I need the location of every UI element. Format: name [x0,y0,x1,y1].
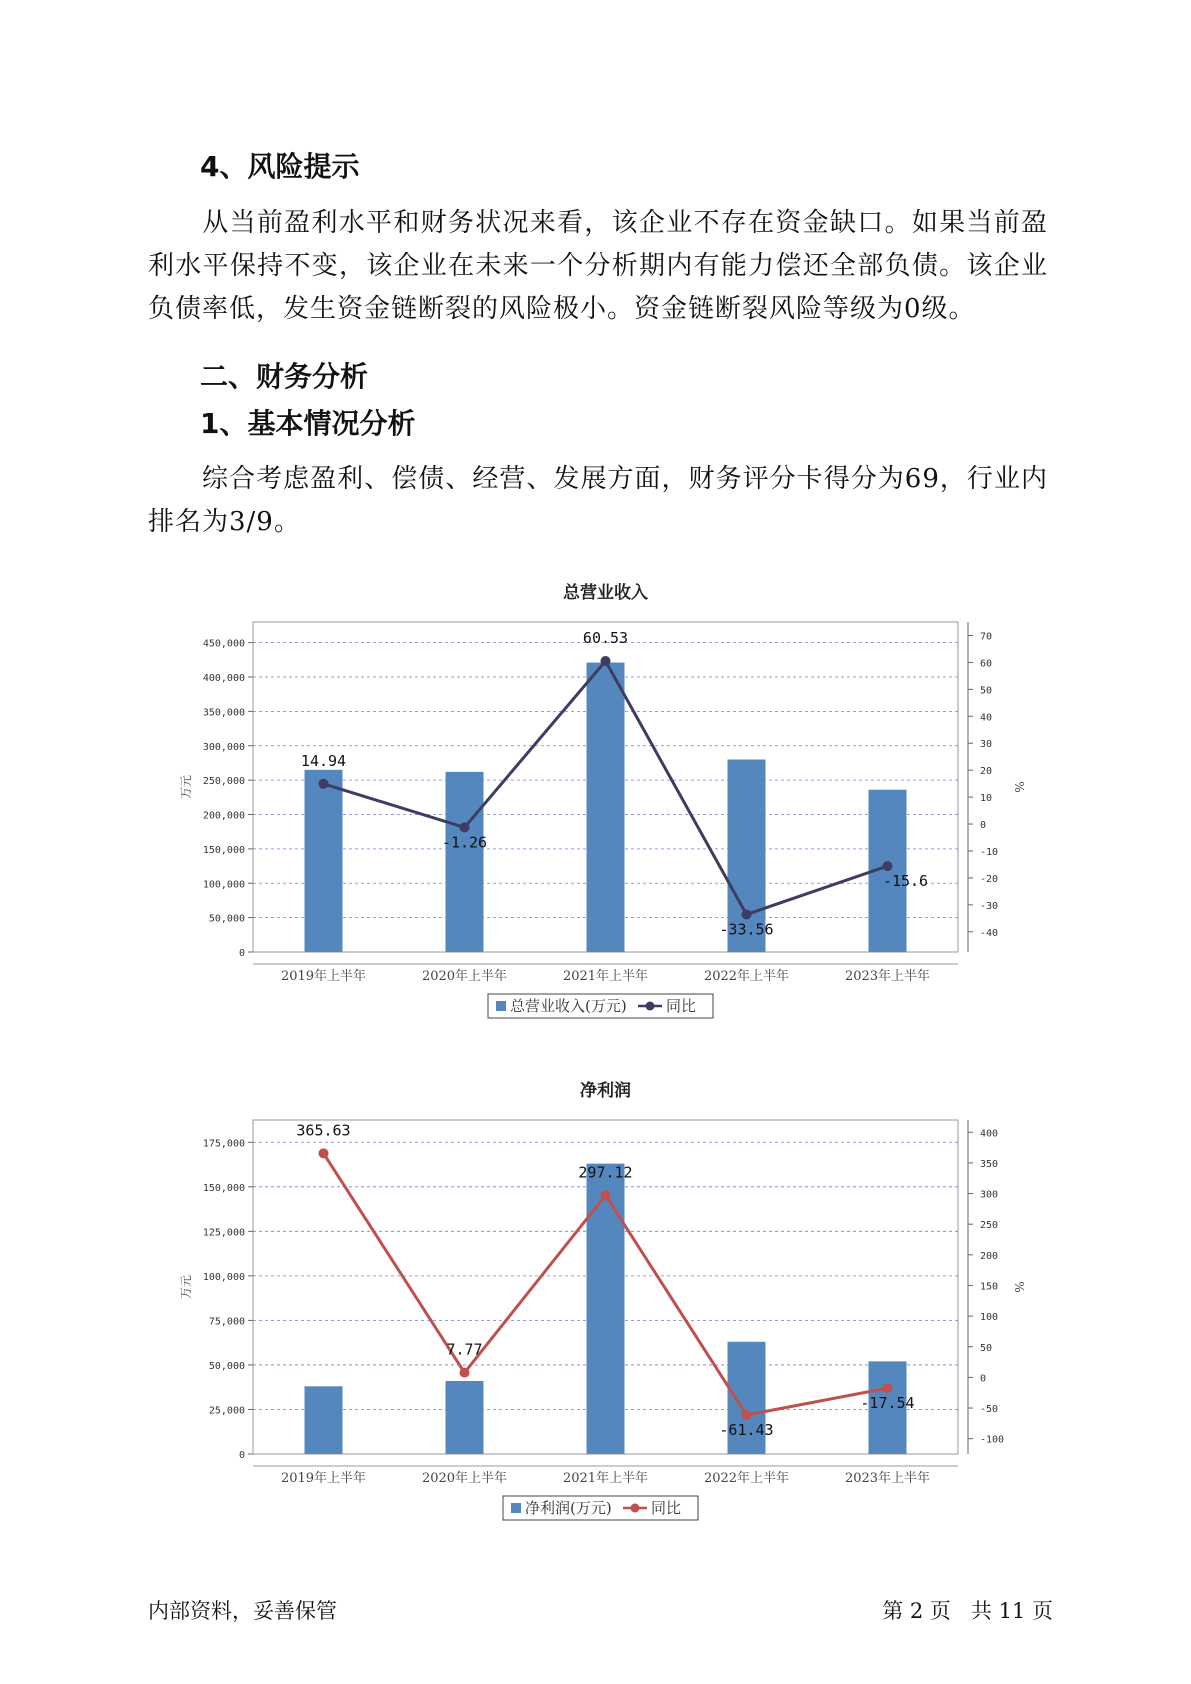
y2-tick-label: -10 [980,846,999,858]
y2-tick-label: -40 [980,927,999,939]
data-label: 297.12 [578,1163,633,1182]
net-profit-chart [0,1068,1191,1528]
y2-tick-label: 40 [980,712,993,724]
x-tick-label: 2021年上半年 [562,1471,649,1486]
basic-text: 综合考虑盈利、偿债、经营、发展方面，财务评分卡得分为69，行业内排名为3/9。 [148,464,1048,537]
footer-page-number: 第 2 页 共 11 页 [882,1599,1053,1623]
y2-tick-label: 250 [980,1220,999,1232]
bar [587,663,625,952]
y2-tick-label: 50 [980,1342,993,1354]
y-axis-label: 万元 [179,1274,193,1300]
x-tick-label: 2019年上半年 [280,969,367,984]
legend-line-label: 同比 [666,997,697,1015]
basic-paragraph [148,458,1048,544]
yoy-point [883,1383,893,1393]
data-label: 60.53 [582,628,629,647]
yoy-point [742,1410,752,1420]
y-tick-label: 75,000 [208,1316,245,1328]
x-tick-label: 2020年上半年 [421,969,508,984]
legend-bar-swatch [511,1503,521,1513]
x-tick-label: 2023年上半年 [844,969,931,984]
y-tick-label: 200,000 [202,810,245,822]
y-tick-label: 350,000 [202,707,245,719]
data-label: 7.77 [446,1340,483,1359]
y2-tick-label: 20 [980,766,993,778]
y-tick-label: 0 [238,948,245,959]
y-tick-label: 50,000 [208,913,245,925]
y-tick-label: 175,000 [202,1138,245,1150]
basic-heading: 1、基本情况分析 [200,407,416,440]
yoy-point [601,656,611,666]
y-tick-label: 300,000 [202,741,245,753]
risk-paragraph [148,202,1048,331]
data-label: -61.43 [719,1421,774,1440]
yoy-point [601,1190,611,1200]
legend-line-marker [646,1002,655,1011]
y-tick-label: 125,000 [202,1227,245,1239]
bar [446,772,484,952]
y-tick-label: 150,000 [202,1182,245,1194]
bar [305,1386,343,1454]
legend-bar-swatch [496,1001,506,1011]
y2-tick-label: -50 [980,1404,999,1416]
x-tick-label: 2019年上半年 [280,1471,367,1486]
footer-left: 内部资料，妥善保管 [148,1599,337,1623]
y2-tick-label: 400 [980,1128,999,1140]
bar [305,770,343,952]
y-tick-label: 50,000 [208,1360,245,1372]
risk-heading: 4、风险提示 [200,150,360,183]
bar [446,1381,484,1454]
data-label: -33.56 [719,920,774,939]
net-profit-chart-svg [0,1068,1191,1528]
data-label: -1.26 [441,833,488,852]
legend-line-label: 同比 [651,1499,682,1517]
legend-bar-label: 净利润(万元) [525,1499,612,1517]
y2-tick-label: 200 [980,1250,999,1262]
data-label: -15.6 [882,872,929,891]
yoy-point [460,822,470,832]
y2-tick-label: 0 [980,1373,987,1385]
legend-bar-label: 总营业收入(万元) [510,997,627,1015]
x-tick-label: 2023年上半年 [844,1471,931,1486]
bar [587,1164,625,1454]
data-label: 14.94 [300,751,347,770]
yoy-point [319,1148,329,1158]
y2-tick-label: -20 [980,873,999,885]
y-tick-label: 400,000 [202,673,245,684]
y2-axis-label: % [1012,781,1026,793]
y-axis-label: 万元 [179,774,193,800]
y2-axis-label: % [1012,1281,1026,1293]
y2-tick-label: 300 [980,1189,999,1201]
y2-tick-label: 30 [980,739,993,751]
data-label: -17.54 [860,1394,915,1413]
y-tick-label: 25,000 [208,1405,245,1417]
legend-line-marker [631,1504,640,1513]
yoy-point [460,1368,470,1378]
y-tick-label: 100,000 [202,879,245,891]
x-tick-label: 2021年上半年 [562,969,649,984]
y2-tick-label: 150 [980,1281,999,1293]
finance-heading: 二、财务分析 [200,360,369,393]
y2-tick-label: 0 [980,820,987,832]
y2-tick-label: 10 [980,793,993,805]
y2-tick-label: 100 [980,1312,999,1324]
y-tick-label: 0 [238,1450,245,1461]
x-tick-label: 2022年上半年 [703,1471,790,1486]
x-tick-label: 2020年上半年 [421,1471,508,1486]
chart-title: 净利润 [580,1081,631,1101]
yoy-point [742,909,752,919]
y2-tick-label: 70 [980,631,993,643]
yoy-point [319,779,329,789]
y2-tick-label: -30 [980,900,999,912]
x-tick-label: 2022年上半年 [703,969,790,984]
y-tick-label: 150,000 [202,844,245,856]
y2-tick-label: -100 [980,1434,1005,1446]
y-tick-label: 450,000 [202,638,245,650]
risk-text: 从当前盈利水平和财务状况来看，该企业不存在资金缺口。如果当前盈利水平保持不变，该企业在未来一个分析期内有能力偿还全部负债。该企业负债率低，发生资金链断裂的风险极小。资金链断裂风险等级为0级。 [148,208,1048,324]
y2-tick-label: 60 [980,658,993,670]
revenue-chart-svg [0,570,1191,1030]
y2-tick-label: 350 [980,1158,999,1170]
y-tick-label: 100,000 [202,1271,245,1283]
yoy-point [883,861,893,871]
chart-title: 总营业收入 [563,583,648,603]
y2-tick-label: 50 [980,685,993,697]
y-tick-label: 250,000 [202,776,245,788]
data-label: 365.63 [296,1121,351,1140]
revenue-chart [0,570,1191,1030]
